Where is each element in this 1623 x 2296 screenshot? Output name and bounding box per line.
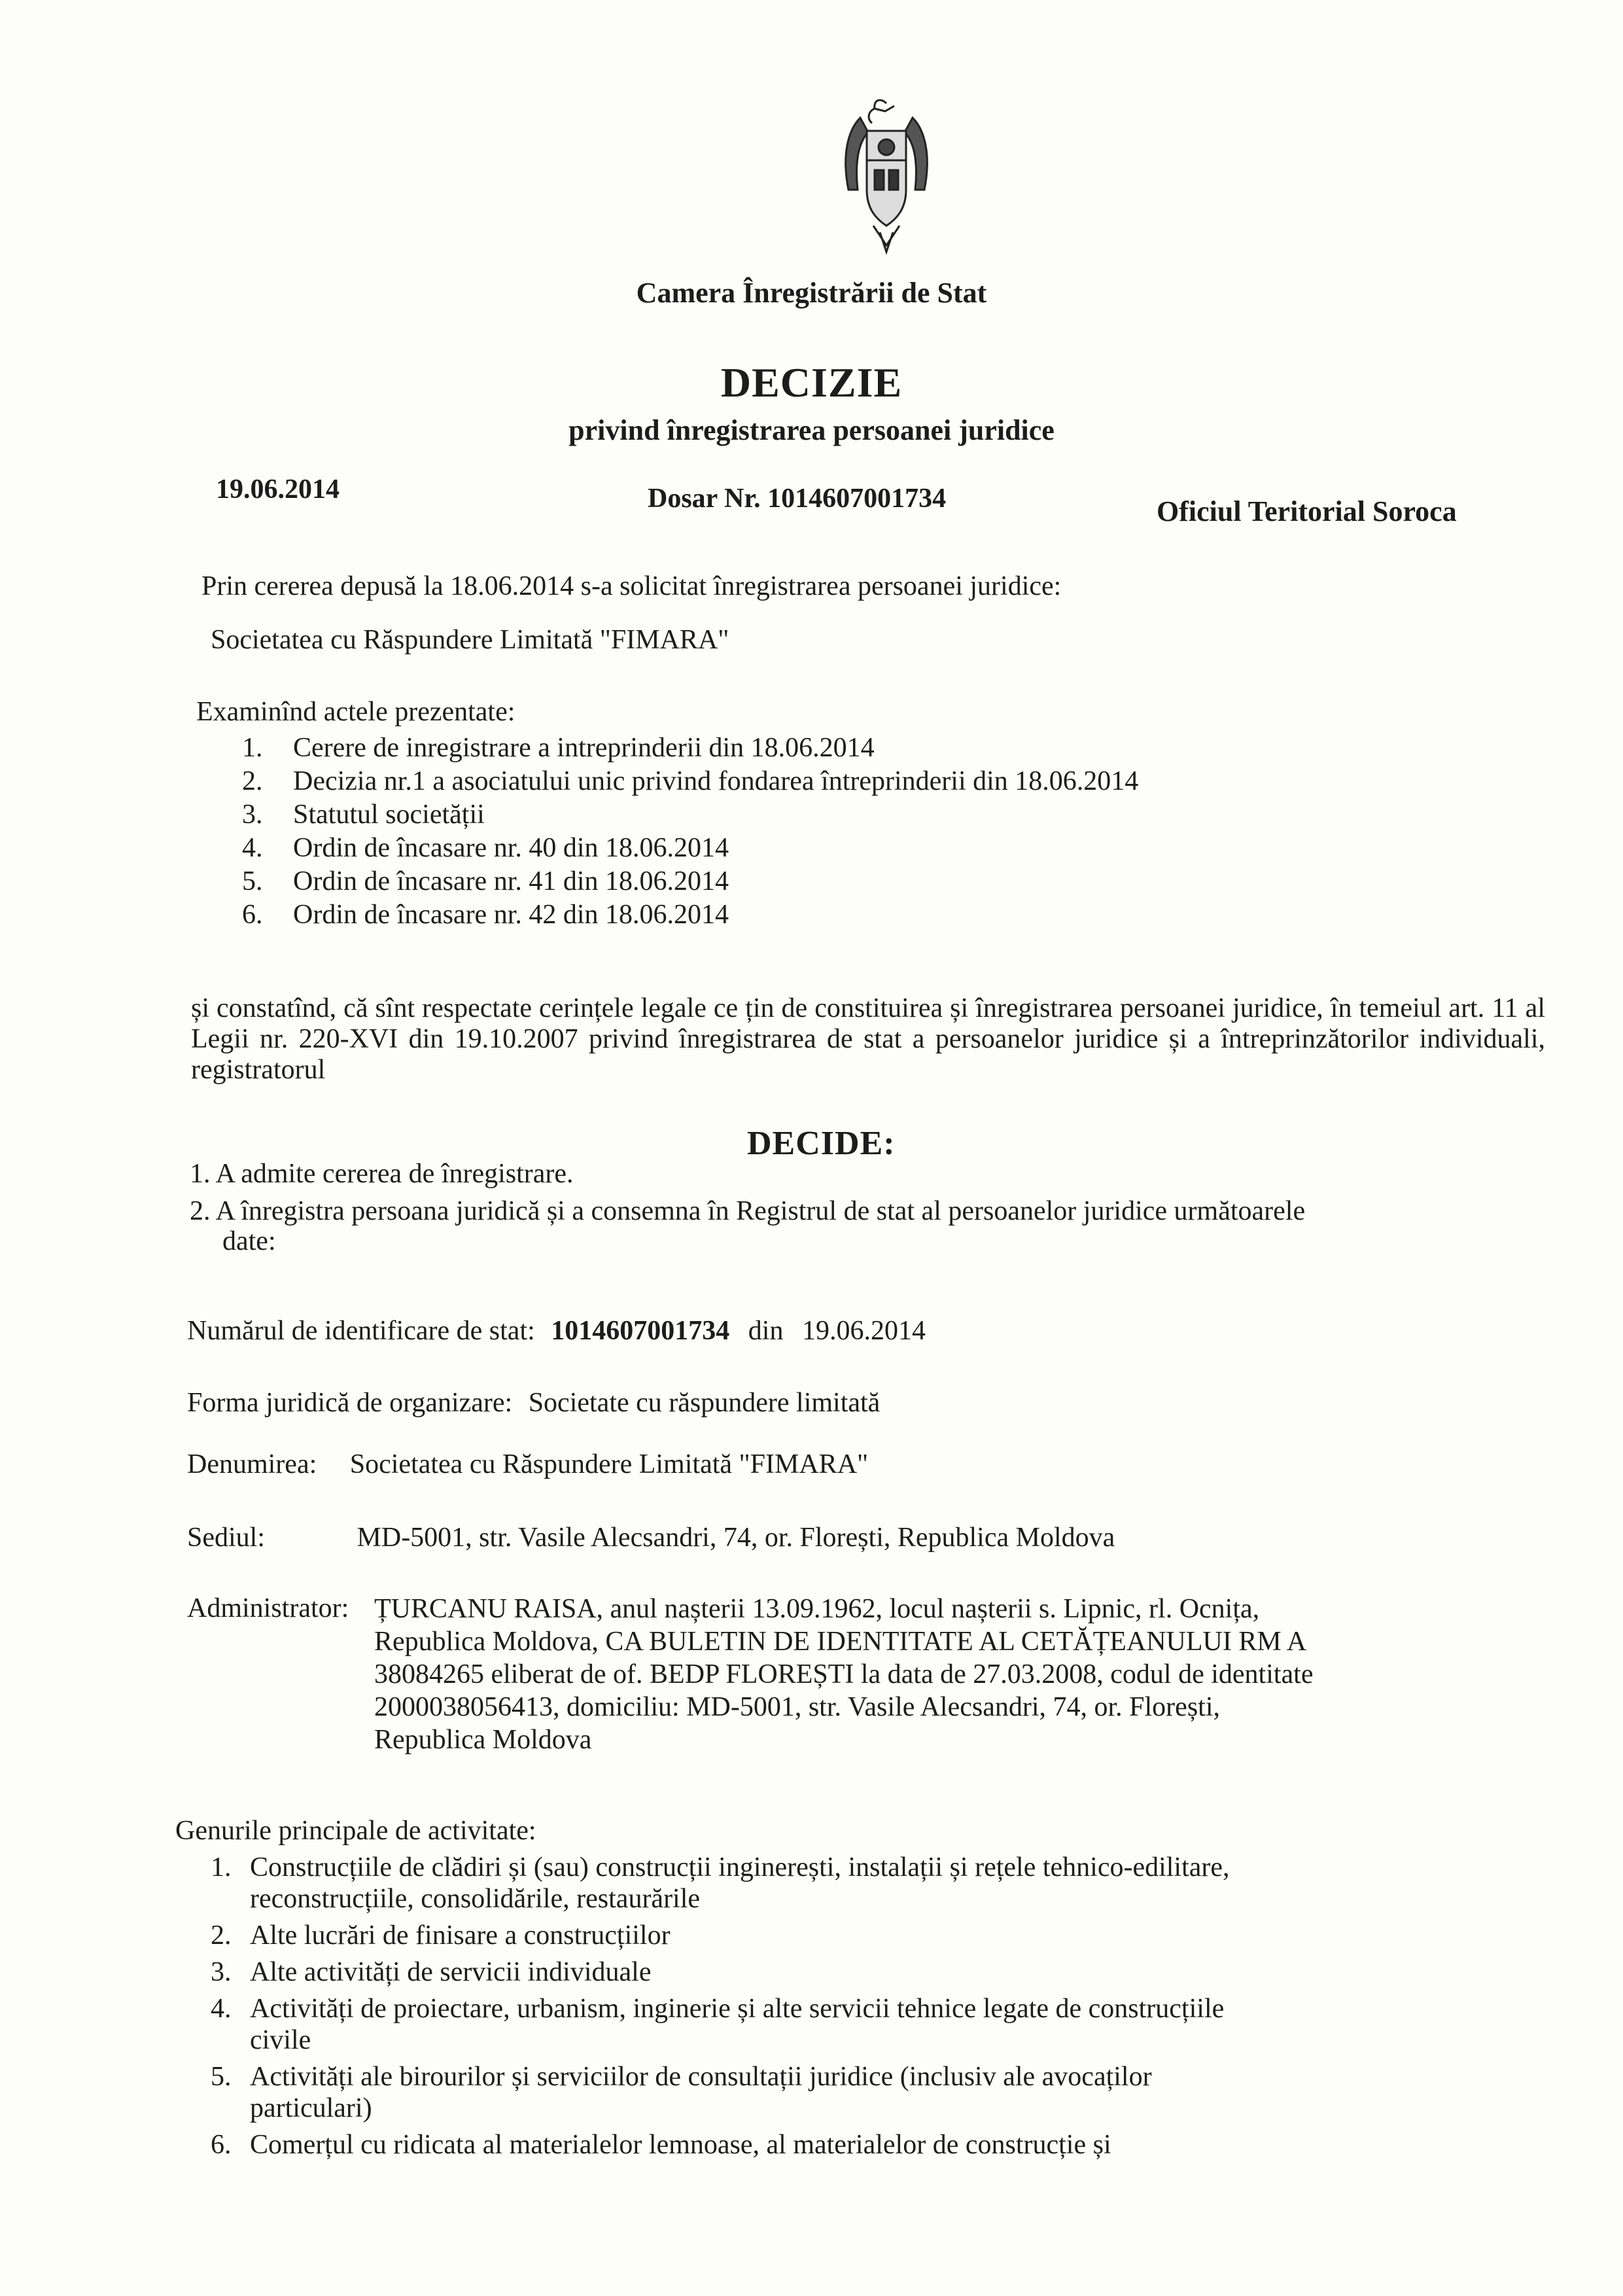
admin-details bbox=[374, 1593, 1552, 1756]
documents-list bbox=[242, 732, 1138, 932]
seat-value: MD-5001, str. Vasile Alecsandri, 74, or. Florești, Republica Moldova bbox=[357, 1523, 1115, 1553]
institution-name: Camera Înregistrării de Stat bbox=[636, 277, 987, 309]
list-item: 2. Alte lucrări de finisare a construcțiilor bbox=[211, 1920, 671, 1951]
list-item: 4. Ordin de încasare nr. 40 din 18.06.2014 bbox=[242, 833, 729, 863]
request-text: Prin cererea depusă la 18.06.2014 s-a solicitat înregistrarea persoanei juridice: bbox=[201, 571, 1062, 601]
seat-label: Sediul: bbox=[187, 1523, 266, 1553]
idno-label: Numărul de identificare de stat: bbox=[187, 1316, 535, 1346]
document-title: DECIZIE bbox=[720, 359, 903, 406]
finding-paragraph: și constatînd, că sînt respectate cerințele legale ce țin de constituirea și înregistrarea persoanei juridice, în temeiul art. 11 al Legii nr. 220-XVI din 19.10.2007 privind înregistrarea de stat a persoanelor juridice și a întreprinzătorilor individuali, registratorul bbox=[191, 993, 1545, 1085]
list-item: 1. Construcțiile de clădiri și (sau) construcții inginerești, instalații și rețele tehnico-edilitare, reconstrucțiile, consolidările, restaurările bbox=[211, 1852, 1230, 1914]
decision-date: 19.06.2014 bbox=[216, 474, 340, 504]
list-item: 3. Statutul societății bbox=[242, 800, 485, 830]
document-subtitle: privind înregistrarea persoanei juridice bbox=[568, 414, 1055, 446]
territorial-office: Oficiul Teritorial Soroca bbox=[1157, 495, 1457, 527]
list-item: 5. Ordin de încasare nr. 41 din 18.06.2014 bbox=[242, 866, 729, 896]
admin-line: ȚURCANU RAISA, anul nașterii 13.09.1962, locul nașterii s. Lipnic, rl. Ocnița, bbox=[374, 1594, 1260, 1624]
list-item: 2. Decizia nr.1 a asociatului unic privind fondarea întreprinderii din 18.06.2014 bbox=[242, 766, 1139, 796]
admin-line: 38084265 eliberat de of. BEDP FLOREȘTI la data de 27.03.2008, codul de identitate bbox=[374, 1659, 1314, 1689]
list-item: 3. Alte activități de servicii individuale bbox=[211, 1957, 652, 1987]
idno-value: 1014607001734 bbox=[551, 1316, 730, 1346]
moldova-coat-of-arms-icon bbox=[834, 92, 939, 255]
list-item: 4. Activități de proiectare, urbanism, inginerie și alte servicii tehnice legate de construcțiile civile bbox=[211, 1994, 1225, 2055]
idno-from: din bbox=[748, 1316, 784, 1346]
idno-row bbox=[187, 1315, 926, 1347]
idno-date: 19.06.2014 bbox=[801, 1316, 926, 1346]
examining-heading: Examinînd actele prezentate: bbox=[196, 697, 515, 727]
activities-list bbox=[211, 1852, 1558, 2166]
legal-form-label: Forma juridică de organizare: bbox=[187, 1388, 513, 1418]
decide-heading: DECIDE: bbox=[747, 1125, 896, 1162]
name-value: Societatea cu Răspundere Limitată "FIMARA" bbox=[349, 1449, 869, 1479]
legal-form-value: Societate cu răspundere limitată bbox=[528, 1388, 881, 1418]
decide-item-1: 1. A admite cererea de înregistrare. bbox=[190, 1159, 574, 1189]
name-label: Denumirea: bbox=[187, 1449, 317, 1479]
admin-line: Republica Moldova bbox=[374, 1725, 592, 1755]
admin-label: Administrator: bbox=[187, 1593, 349, 1623]
list-item: 6. Comerțul cu ridicata al materialelor lemnoase, al materialelor de construcție și bbox=[211, 2130, 1111, 2160]
list-item: 6. Ordin de încasare nr. 42 din 18.06.2014 bbox=[242, 900, 729, 930]
legal-form-row bbox=[187, 1387, 880, 1419]
activities-heading: Genurile principale de activitate: bbox=[175, 1816, 536, 1846]
decide-item-2: 2. A înregistra persoana juridică și a consemna în Registrul de stat al persoanelor juridice următoarele date: bbox=[190, 1196, 1306, 1256]
dossier-number: Dosar Nr. 1014607001734 bbox=[648, 484, 947, 514]
list-item: 1. Cerere de inregistrare a intreprinderii din 18.06.2014 bbox=[242, 733, 875, 763]
admin-line: Republica Moldova, CA BULETIN DE IDENTITATE AL CETĂȚEANULUI RM A bbox=[374, 1627, 1307, 1657]
list-item: 5. Activități ale birourilor și serviciilor de consultații juridice (inclusiv ale avocaților particulari) bbox=[211, 2062, 1152, 2123]
seat-row bbox=[187, 1522, 1115, 1553]
admin-line: 2000038056413, domiciliu: MD-5001, str. Vasile Alecsandri, 74, or. Florești, bbox=[374, 1692, 1220, 1722]
name-row bbox=[187, 1449, 868, 1480]
company-name: Societatea cu Răspundere Limitată "FIMARA" bbox=[211, 625, 729, 655]
